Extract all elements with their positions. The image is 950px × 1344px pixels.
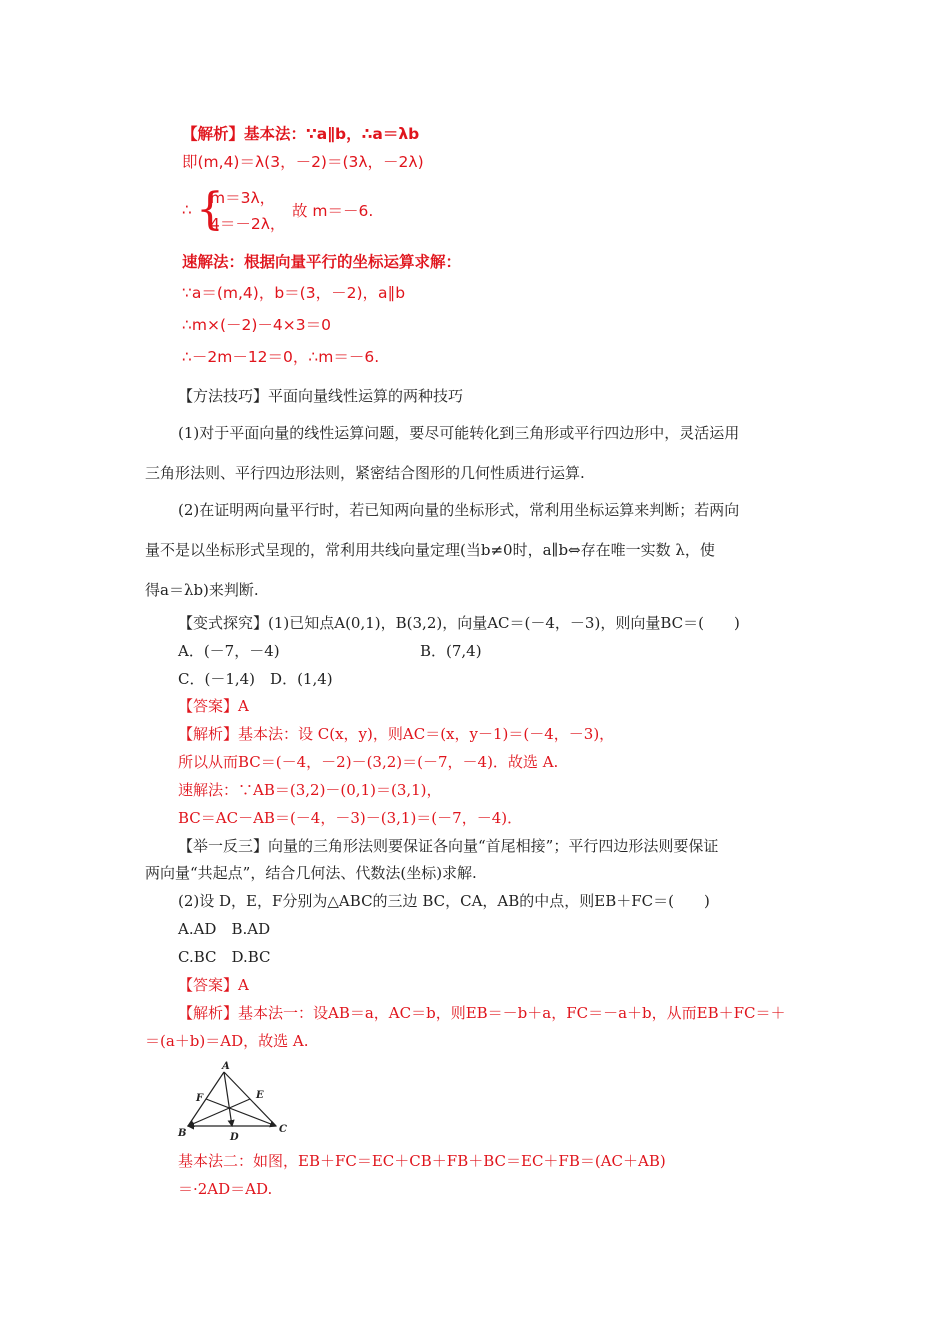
median-ad <box>224 1072 232 1126</box>
options-c-d: C．(－1,4) D．(1,4) <box>178 670 333 688</box>
label-c: C <box>279 1124 287 1135</box>
answer-1: 【答案】A <box>178 697 249 715</box>
tip-2-line-2: 量不是以坐标形式呈现的，常利用共线向量定理(当b≠0时，a∥b⇔存在唯一实数 λ，使 <box>145 541 715 559</box>
label-d: D <box>230 1132 239 1143</box>
tip-1-line-2: 三角形法则、平行四边形法则，紧密结合图形的几何性质进行运算. <box>145 464 585 482</box>
analysis-line-2: 即(m,4)＝λ(3，－2)＝(3λ，－2λ) <box>182 153 424 171</box>
option-a: A．(－7，－4) <box>178 642 280 660</box>
answer-2: 【答案】A <box>178 976 249 994</box>
quick-line-1: ∵a＝(m,4)，b＝(3，－2)，a∥b <box>182 284 406 302</box>
analysis-3-line-1: 【解析】基本法一：设AB＝a，AC＝b，则EB＝－b＋a，FC＝－a＋b，从而EB＋FC＝＋ <box>178 1004 786 1022</box>
options-2-cd: C.BC D.BC <box>178 948 271 966</box>
tip-1-line-1: (1)对于平面向量的线性运算问题，要尽可能转化到三角形或平行四边形中，灵活运用 <box>178 424 740 442</box>
tip-2-line-1: (2)在证明两向量平行时，若已知两向量的坐标形式，常利用坐标运算来判断；若两向 <box>178 501 740 519</box>
analysis-2-line-1: 【解析】基本法：设 C(x，y)，则AC＝(x，y－1)＝(－4，－3)， <box>178 725 615 743</box>
analysis-line-1: 【解析】基本法：∵a∥b，∴a＝λb <box>182 125 420 143</box>
option-b: B．(7,4) <box>420 642 482 660</box>
options-2-ab: A.AD B.AD <box>178 920 271 938</box>
label-a: A <box>222 1061 230 1072</box>
label-b: B <box>178 1128 187 1139</box>
question-2: (2)设 D，E，F分别为△ABC的三边 BC，CA，AB的中点，则EB＋FC＝( ) <box>178 892 710 910</box>
analysis-4-line-1: 基本法二：如图，EB＋FC＝EC＋CB＋FB＋BC＝EC＋FB＝(AC＋AB) <box>178 1152 666 1170</box>
system-eq-2: 4＝－2λ， <box>210 215 286 233</box>
triangle-figure <box>176 1060 294 1144</box>
tip-2-line-3: 得a＝λb)来判断. <box>145 581 259 599</box>
analysis-3-line-2: ＝(a＋b)＝AD，故选 A. <box>145 1032 309 1050</box>
label-f: F <box>196 1093 204 1104</box>
therefore-sign: ∴ <box>182 201 192 219</box>
quick-line-2: ∴m×(－2)－4×3＝0 <box>182 316 331 334</box>
variant-question-1: 【变式探究】(1)已知点A(0,1)，B(3,2)，向量AC＝(－4，－3)，则向量BC＝( ) <box>178 614 740 632</box>
extension-line-1: 【举一反三】向量的三角形法则要保证各向量“首尾相接”；平行四边形法则要保证 <box>178 837 719 855</box>
system-eq-1: m＝3λ， <box>210 189 276 207</box>
quick-method-title: 速解法：根据向量平行的坐标运算求解： <box>182 253 462 271</box>
analysis-2-line-2: 所以从而BC＝(－4，－2)－(3,2)＝(－7，－4)．故选 A. <box>178 753 559 771</box>
method-tips-heading: 【方法技巧】平面向量线性运算的两种技巧 <box>178 387 464 405</box>
extension-line-2: 两向量“共起点”，结合几何法、代数法(坐标)求解. <box>145 864 477 882</box>
system-result: 故 m＝－6. <box>292 202 374 220</box>
analysis-2-line-3: 速解法：∵AB＝(3,2)－(0,1)＝(3,1)， <box>178 781 442 799</box>
system-brace: { <box>196 184 224 235</box>
analysis-4-line-2: ＝·2AD＝AD. <box>178 1180 273 1198</box>
analysis-2-line-4: BC＝AC－AB＝(－4，－3)－(3,1)＝(－7，－4)． <box>178 809 523 827</box>
label-e: E <box>256 1090 264 1101</box>
quick-line-3: ∴－2m－12＝0，∴m＝－6. <box>182 348 380 366</box>
